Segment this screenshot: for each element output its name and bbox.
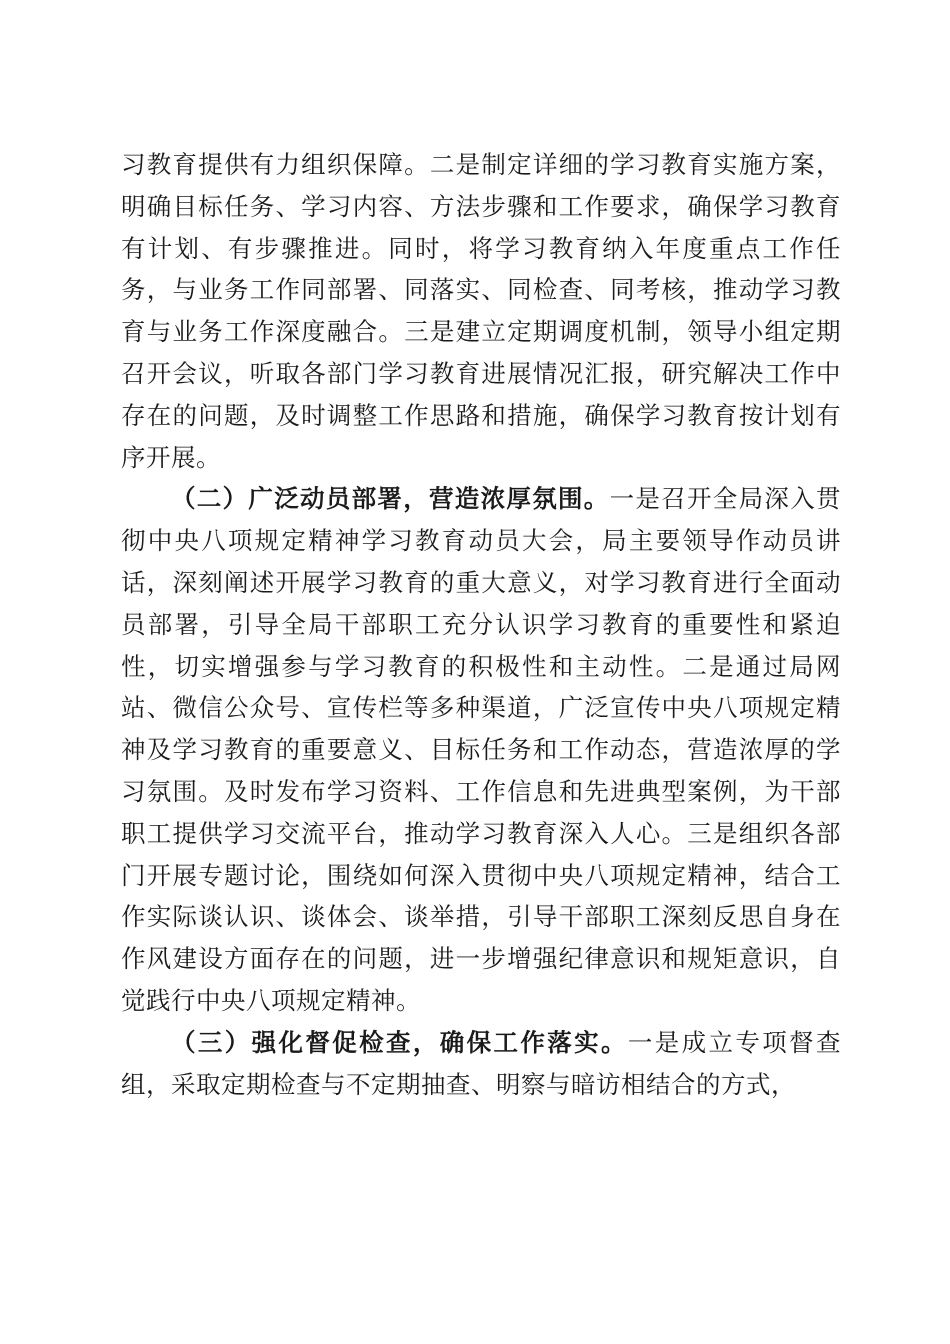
section-heading-2: （二）广泛动员部署，营造浓厚氛围。	[171, 484, 610, 514]
section-heading-3: （三）强化督促检查，确保工作落实。	[171, 1027, 628, 1057]
paragraph-2-text: 一是召开全局深入贯彻中央八项规定精神学习教育动员大会，局主要领导作动员讲话，深刻阐述开展学习教育的重大意义，对学习教育进行全面动员部署，引导全局干部职工充分认识学习教育的重要性和紧迫性，切实增强参与学习教育的积极性和主动性。二是通过局网站、微信公众号、宣传栏等多种渠道，广泛宣传中央八项规定精神及学习教育的重要意义、目标任务和工作动态，营造浓厚的学习氛围。及时发布学习资料、工作信息和先进典型案例，为干部职工提供学习交流平台，推动学习教育深入人心。三是组织各部门开展专题讨论，围绕如何深入贯彻中央八项规定精神，结合工作实际谈认识、谈体会、谈举措，引导干部职工深刻反思自身在作风建设方面存在的问题，进一步增强纪律意识和规矩意识，自觉践行中央八项规定精神。	[121, 484, 842, 1015]
paragraph-3-text: 一是成立专项督查组，采取定期检查与不定期抽查、明察与暗访相结合的方式，	[121, 1027, 841, 1099]
paragraph-1	[121, 144, 841, 478]
paragraph-3	[121, 1022, 841, 1106]
paragraph-2	[121, 478, 841, 1021]
paragraph-1-text: 习教育提供有力组织保障。二是制定详细的学习教育实施方案，明确目标任务、学习内容、方法步骤和工作要求，确保学习教育有计划、有步骤推进。同时，将学习教育纳入年度重点工作任务，与业务工作同部署、同落实、同检查、同考核，推动学习教育与业务工作深度融合。三是建立定期调度机制，领导小组定期召开会议，听取各部门学习教育进展情况汇报，研究解决工作中存在的问题，及时调整工作思路和措施，确保学习教育按计划有序开展。	[121, 150, 841, 472]
document-body	[121, 144, 841, 1105]
